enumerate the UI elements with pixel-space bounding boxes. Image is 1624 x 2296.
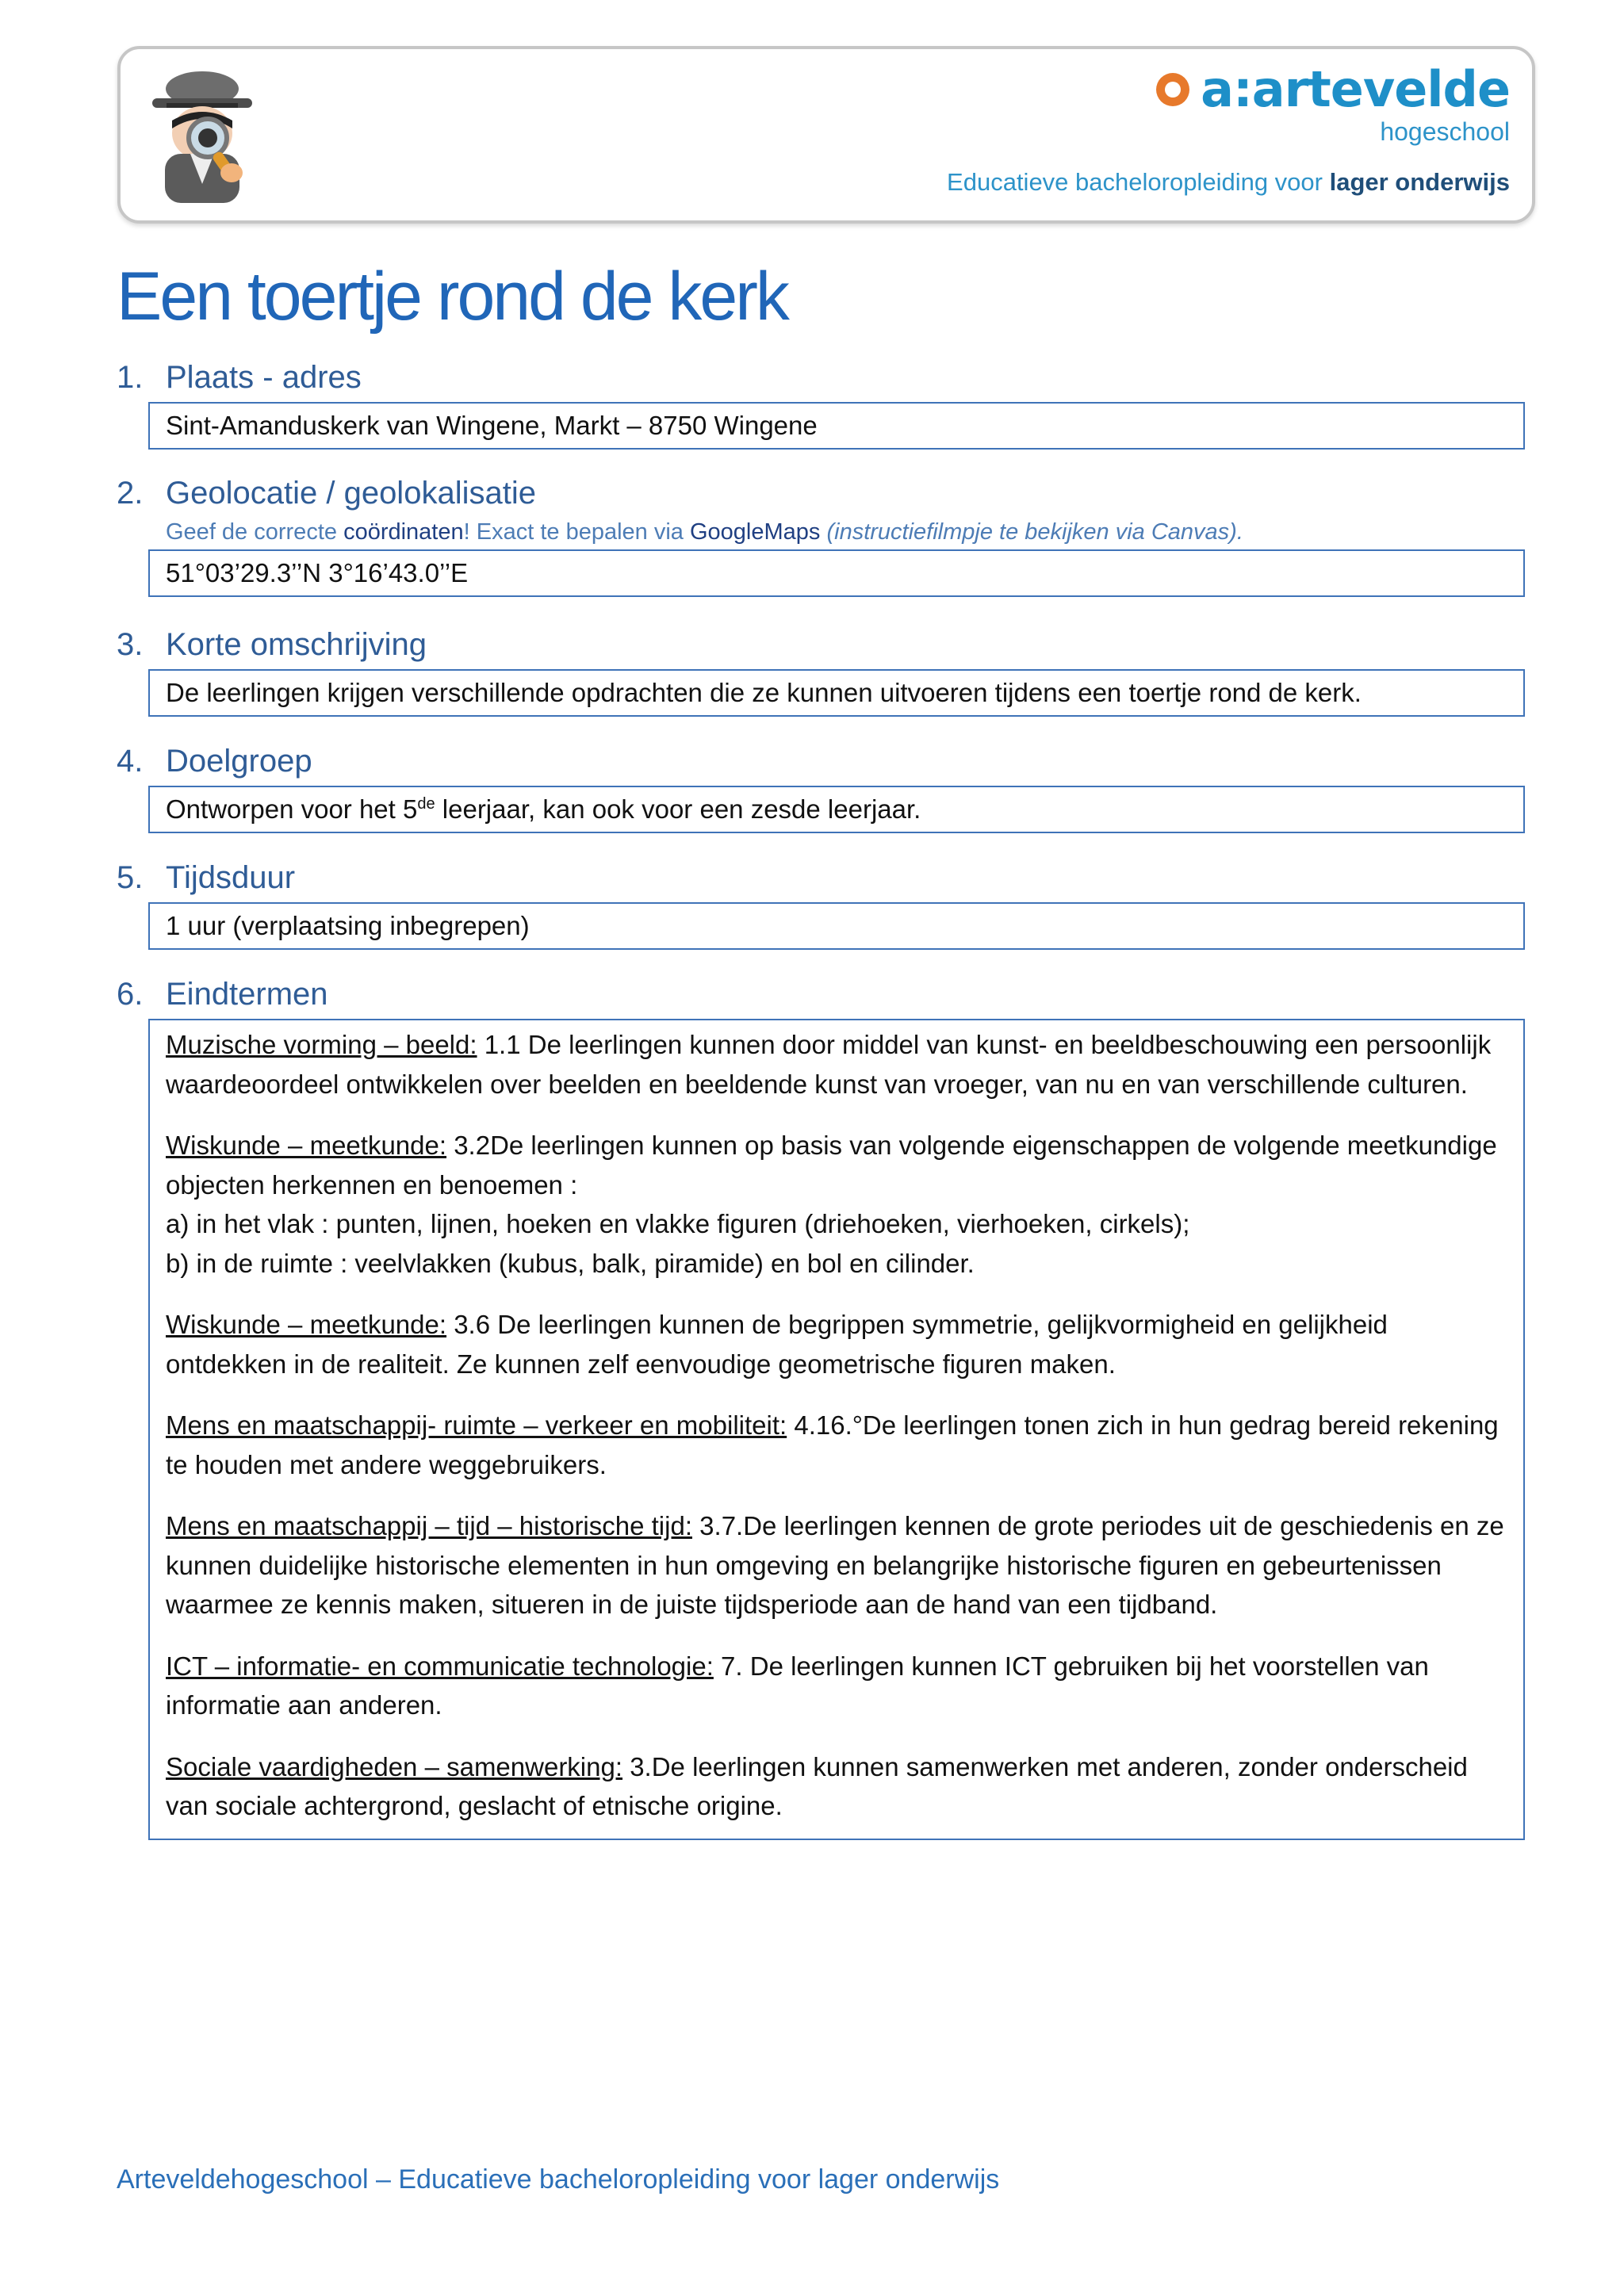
banner-tagline bbox=[947, 168, 1510, 197]
eindterm-label: Muzische vorming – beeld: bbox=[166, 1030, 477, 1059]
eindterm-label: Wiskunde – meetkunde: bbox=[166, 1310, 447, 1339]
eindterm-label: Mens en maatschappij- ruimte – verkeer en mobiliteit: bbox=[166, 1410, 787, 1440]
section-title: Eindtermen bbox=[166, 977, 328, 1012]
eindterm-item bbox=[166, 1506, 1507, 1624]
section-number: 6. bbox=[117, 977, 144, 1012]
section-number: 5. bbox=[117, 860, 144, 895]
eindterm-label: Mens en maatschappij – tijd – historische tijd: bbox=[166, 1511, 692, 1540]
eindterm-item bbox=[166, 1305, 1507, 1383]
eindterm-line: a) in het vlak : punten, lijnen, hoeken en vlakke figuren (driehoeken, vierhoeken, cirkels); bbox=[166, 1209, 1190, 1238]
section-heading bbox=[117, 973, 1525, 1016]
section-heading bbox=[117, 856, 1525, 899]
hint-italic: (instructiefilmpje te bekijken via Canvas). bbox=[820, 519, 1243, 545]
answer-box bbox=[148, 786, 1525, 833]
hint-highlight: coördinaten bbox=[343, 519, 464, 545]
tagline-prefix: Educatieve bacheloropleiding voor bbox=[947, 168, 1330, 196]
section-heading bbox=[117, 740, 1525, 783]
page-footer: Arteveldehogeschool – Educatieve bacheloropleiding voor lager onderwijs bbox=[117, 2164, 1000, 2195]
eindterm-text: 3.7.De leerlingen kennen de grote periodes uit de geschiedenis en ze kunnen duidelijke historische elementen in hun omgeving en belangrijke historische figuren en gebeurtenissen waarmee ze kennis maken, situeren in de juiste tijdsperiode aan de hand van een tijdband. bbox=[166, 1511, 1504, 1619]
answer-text: leerjaar, kan ook voor een zesde leerjaar. bbox=[435, 794, 921, 824]
logo-brand: a:artevelde bbox=[1201, 60, 1510, 118]
hint-text: ! Exact te bepalen via bbox=[463, 519, 690, 545]
answer-superscript: de bbox=[417, 795, 435, 813]
section-doelgroep bbox=[117, 740, 1525, 833]
eindterm-label: Wiskunde – meetkunde: bbox=[166, 1131, 447, 1160]
section-korte-omschrijving bbox=[117, 623, 1525, 717]
eindterm-line: b) in de ruimte : veelvlakken (kubus, balk, piramide) en bol en cilinder. bbox=[166, 1248, 975, 1278]
answer-box: Sint-Amanduskerk van Wingene, Markt – 8750 Wingene bbox=[148, 402, 1525, 450]
detective-emoji-icon bbox=[143, 65, 262, 208]
eindterm-text: 3.2De leerlingen kunnen op basis van volgende eigenschappen de volgende meetkundige objecten herkennen en benoemen : bbox=[166, 1131, 1497, 1200]
section-number: 1. bbox=[117, 360, 144, 395]
section-number: 2. bbox=[117, 476, 144, 511]
section-eindtermen bbox=[117, 973, 1525, 1840]
eindterm-label: Sociale vaardigheden – samenwerking: bbox=[166, 1751, 623, 1781]
eindterm-text: 1.1 De leerlingen kunnen door middel van kunst- en beeldbeschouwing een persoonlijk waardeoordeel ontwikkelen over beelden en beeldende kunst van vroeger, van nu en van verschillende culturen. bbox=[166, 1030, 1492, 1099]
page-title: Een toertje rond de kerk bbox=[117, 258, 787, 335]
eindtermen-box bbox=[148, 1019, 1525, 1840]
section-plaats-adres bbox=[117, 356, 1525, 450]
section-heading bbox=[117, 356, 1525, 399]
eindterm-label: ICT – informatie- en communicatie technologie: bbox=[166, 1651, 714, 1681]
section-heading bbox=[117, 472, 1525, 515]
section-number: 3. bbox=[117, 627, 144, 662]
answer-box: 51°03’29.3’’N 3°16’43.0’’E bbox=[148, 549, 1525, 597]
hint-text: Geef de correcte bbox=[166, 519, 344, 545]
section-tijdsduur bbox=[117, 856, 1525, 950]
eindterm-text: 3.6 De leerlingen kunnen de begrippen symmetrie, gelijkvormigheid en gelijkheid ontdekken in de realiteit. Ze kunnen zelf eenvoudige geometrische figuren maken. bbox=[166, 1310, 1388, 1379]
section-hint bbox=[166, 515, 1525, 549]
section-title: Tijdsduur bbox=[166, 860, 296, 895]
logo-subtitle: hogeschool bbox=[1380, 117, 1510, 146]
section-heading bbox=[117, 623, 1525, 666]
header-banner bbox=[117, 46, 1535, 224]
section-title: Korte omschrijving bbox=[166, 627, 427, 662]
eindterm-item bbox=[166, 1025, 1507, 1104]
answer-text: Ontworpen voor het 5 bbox=[166, 794, 418, 824]
logo-mark-icon bbox=[1153, 70, 1193, 109]
eindterm-text: 4.16.°De leerlingen tonen zich in hun gedrag bereid rekening te houden met andere weggebruikers. bbox=[166, 1410, 1499, 1479]
section-title: Geolocatie / geolokalisatie bbox=[166, 476, 536, 511]
section-title: Doelgroep bbox=[166, 744, 312, 779]
answer-box: 1 uur (verplaatsing inbegrepen) bbox=[148, 902, 1525, 950]
answer-box: De leerlingen krijgen verschillende opdrachten die ze kunnen uitvoeren tijdens een toertje rond de kerk. bbox=[148, 669, 1525, 717]
eindterm-text: 7. De leerlingen kunnen ICT gebruiken bij het voorstellen van informatie aan anderen. bbox=[166, 1651, 1429, 1720]
tagline-bold: lager onderwijs bbox=[1329, 168, 1510, 196]
eindterm-item bbox=[166, 1647, 1507, 1725]
section-number: 4. bbox=[117, 744, 144, 779]
section-geolocatie bbox=[117, 472, 1525, 597]
eindterm-text: 3.De leerlingen kunnen samenwerken met anderen, zonder onderscheid van sociale achtergrond, geslacht of etnische origine. bbox=[166, 1751, 1468, 1820]
eindterm-item bbox=[166, 1406, 1507, 1484]
section-title: Plaats - adres bbox=[166, 360, 362, 395]
eindterm-item bbox=[166, 1126, 1507, 1283]
hint-highlight: GoogleMaps bbox=[689, 519, 821, 545]
arteveldehogeschool-logo bbox=[1153, 60, 1510, 147]
eindterm-item bbox=[166, 1747, 1507, 1826]
